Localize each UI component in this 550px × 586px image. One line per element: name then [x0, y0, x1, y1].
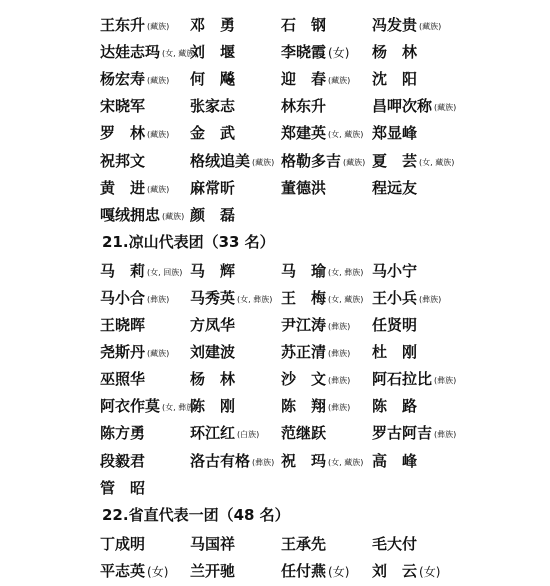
- delegate-name: 董德洪: [281, 178, 327, 197]
- delegate-name: 郑显峰: [372, 124, 418, 143]
- delegate-entry: [100, 148, 145, 175]
- delegate-note: (藏族): [419, 22, 442, 31]
- delegate-name: 马 辉: [190, 261, 236, 280]
- delegate-entry: [281, 66, 350, 94]
- delegate-name: 陈方勇: [100, 424, 146, 443]
- delegate-name: 麻常昕: [190, 178, 236, 197]
- delegate-entry: [281, 393, 350, 421]
- delegate-name: 沙 文: [281, 370, 327, 389]
- delegate-entry: [190, 66, 235, 93]
- delegate-entry: [372, 93, 456, 121]
- delegate-entry: [100, 366, 145, 393]
- delegate-name: 刘 堰: [190, 43, 236, 62]
- delegate-name: 颜 磊: [190, 205, 236, 224]
- delegate-entry: [190, 420, 259, 448]
- delegate-entry: [190, 531, 235, 558]
- delegate-entry: [100, 66, 169, 94]
- delegate-note: (女): [328, 46, 350, 61]
- delegate-name: 杨 林: [190, 370, 236, 389]
- delegate-name: 郑建英: [281, 124, 327, 143]
- delegate-name: 格绒追美: [190, 151, 251, 170]
- delegate-name: 刘建波: [190, 343, 236, 362]
- delegate-entry: [281, 285, 363, 313]
- delegate-note: (藏族): [147, 184, 170, 194]
- delegate-entry: [100, 285, 169, 313]
- delegate-name: 石 钢: [281, 16, 327, 34]
- name-row: [0, 93, 550, 120]
- delegate-name: 马 莉: [100, 261, 146, 280]
- delegate-entry: [190, 393, 235, 420]
- delegate-entry: [281, 148, 365, 176]
- section-heading: 22.省直代表一团（48 名）: [102, 505, 290, 524]
- delegate-name: 环江红: [190, 424, 236, 443]
- delegate-note: (藏族): [343, 157, 366, 167]
- delegate-note: (彝族): [328, 403, 351, 413]
- delegate-entry: [100, 93, 145, 120]
- delegate-name: 王小兵: [372, 288, 418, 307]
- delegate-name: 李晓霞: [281, 43, 327, 62]
- delegate-entry: [281, 120, 363, 148]
- delegate-note: (女, 藏族): [328, 457, 364, 467]
- delegate-entry: [281, 366, 350, 394]
- delegate-name: 杜 刚: [372, 343, 418, 362]
- delegate-name: 马小合: [100, 288, 146, 307]
- delegate-name: 马秀英: [190, 288, 236, 307]
- delegate-name: 夏 芸: [372, 151, 418, 170]
- name-row: [0, 285, 550, 312]
- delegate-entry: [372, 258, 417, 285]
- delegate-name: 昌呷次称: [372, 97, 433, 116]
- delegate-entry: [190, 339, 235, 366]
- name-row: [0, 148, 550, 175]
- delegate-note: (女): [147, 564, 169, 579]
- delegate-entry: [100, 202, 184, 230]
- delegate-name: 平志英: [100, 561, 146, 580]
- delegate-entry: [281, 312, 350, 340]
- delegate-entry: [100, 39, 197, 67]
- name-row: [0, 312, 550, 339]
- delegate-entry: [372, 12, 441, 40]
- delegate-entry: [190, 39, 235, 66]
- delegate-note: (彝族): [328, 376, 351, 386]
- delegate-entry: [372, 366, 456, 394]
- delegate-name: 宋晓军: [100, 97, 146, 116]
- delegate-entry: [100, 120, 169, 148]
- delegate-note: (女, 彝族): [237, 294, 273, 304]
- name-row: [0, 448, 550, 475]
- delegate-entry: [190, 120, 235, 147]
- name-row: [0, 66, 550, 93]
- delegate-entry: [372, 312, 417, 339]
- delegate-entry: [372, 339, 417, 366]
- delegate-name: 马 瑜: [281, 261, 327, 280]
- delegate-name: 何 飚: [190, 70, 236, 89]
- delegate-entry: [190, 558, 235, 585]
- name-row: [0, 120, 550, 147]
- name-row: [0, 339, 550, 366]
- name-row: [0, 202, 550, 229]
- delegate-entry: [190, 448, 274, 476]
- delegate-note: (藏族): [162, 211, 185, 221]
- delegate-name: 达娃志玛: [100, 43, 161, 62]
- delegate-note: (女, 藏族): [328, 294, 364, 304]
- name-row: [0, 475, 550, 502]
- delegate-entry: [100, 531, 145, 558]
- delegate-entry: [100, 393, 197, 421]
- delegate-entry: [190, 148, 274, 176]
- delegate-entry: [100, 558, 168, 586]
- delegate-name: 高 峰: [372, 451, 418, 470]
- delegate-name: 陈 翔: [281, 397, 327, 416]
- delegate-note: (女, 藏族): [328, 130, 364, 140]
- delegate-name: 尹江涛: [281, 316, 327, 334]
- name-row: [0, 12, 550, 39]
- delegate-note: (女, 回族): [147, 267, 183, 277]
- delegate-note: (彝族): [434, 376, 457, 386]
- delegate-name: 张家志: [190, 97, 236, 116]
- delegate-note: (藏族): [147, 22, 170, 31]
- delegate-note: (彝族): [434, 430, 457, 440]
- delegate-name: 巫照华: [100, 370, 146, 389]
- delegate-name: 任贤明: [372, 316, 418, 334]
- delegate-name: 格勒多吉: [281, 151, 342, 170]
- delegate-name: 范继跃: [281, 424, 327, 443]
- delegate-note: (女): [328, 564, 350, 579]
- delegate-name: 嘎绒拥忠: [100, 205, 161, 224]
- delegate-entry: [190, 258, 235, 285]
- delegate-name: 罗古阿吉: [372, 424, 433, 443]
- delegate-note: (藏族): [147, 349, 170, 359]
- delegate-name: 杨 林: [372, 43, 418, 62]
- delegate-entry: [281, 339, 350, 367]
- delegate-name: 邓 勇: [190, 16, 236, 34]
- delegate-entry: [281, 93, 326, 120]
- delegate-name: 阿衣作莫: [100, 397, 161, 416]
- delegate-name: 祝 玛: [281, 451, 327, 470]
- delegate-entry: [372, 148, 454, 176]
- name-row: [0, 39, 550, 66]
- delegate-name: 王晓晖: [100, 316, 146, 334]
- delegate-entry: [281, 420, 326, 447]
- delegate-name: 冯发贵: [372, 16, 418, 34]
- delegate-entry: [100, 12, 169, 40]
- delegate-entry: [190, 12, 235, 39]
- delegate-entry: [100, 339, 169, 367]
- delegate-note: (白族): [237, 430, 260, 440]
- delegate-name: 管 昭: [100, 478, 146, 497]
- delegate-note: (女, 彝族): [328, 267, 364, 277]
- delegate-entry: [281, 531, 326, 558]
- delegate-entry: [190, 202, 235, 229]
- delegate-name: 罗 林: [100, 124, 146, 143]
- delegate-name: 阿石拉比: [372, 370, 433, 389]
- delegate-entry: [372, 531, 417, 558]
- delegate-name: 沈 阳: [372, 70, 418, 89]
- delegate-name: 尧斯丹: [100, 343, 146, 362]
- delegate-entry: [372, 120, 417, 147]
- delegate-entry: [372, 39, 417, 66]
- delegate-entry: [190, 175, 235, 202]
- delegate-note: (彝族): [328, 322, 351, 331]
- delegate-entry: [190, 366, 235, 393]
- delegate-entry: [190, 312, 235, 339]
- delegate-entry: [100, 258, 182, 286]
- delegate-entry: [281, 448, 363, 476]
- delegate-entry: [281, 258, 363, 286]
- delegate-name: 毛大付: [372, 534, 418, 553]
- delegate-note: (藏族): [328, 76, 351, 86]
- delegate-name: 丁成明: [100, 534, 146, 553]
- delegate-note: (彝族): [252, 457, 275, 467]
- delegate-note: (藏族): [252, 157, 275, 167]
- delegate-name: 陈 路: [372, 397, 418, 416]
- delegate-entry: [281, 175, 326, 202]
- section-heading: 21.凉山代表团（33 名）: [102, 232, 275, 251]
- delegate-note: (女, 藏族): [162, 49, 198, 59]
- delegate-note: (藏族): [434, 103, 457, 113]
- delegate-entry: [372, 66, 417, 93]
- delegate-name: 祝邦文: [100, 151, 146, 170]
- delegate-name: 段毅君: [100, 451, 146, 470]
- delegate-note: (女, 彝族): [162, 403, 198, 413]
- delegate-name: 王承先: [281, 534, 327, 553]
- delegate-name: 苏正清: [281, 343, 327, 362]
- name-row: [0, 366, 550, 393]
- delegate-entry: [372, 285, 441, 313]
- delegate-name: 方凤华: [190, 316, 236, 334]
- delegate-name: 马小宁: [372, 261, 418, 280]
- delegate-name: 马国祥: [190, 534, 236, 553]
- delegate-name: 洛古有格: [190, 451, 251, 470]
- delegate-entry: [100, 175, 169, 203]
- delegate-name: 林东升: [281, 97, 327, 116]
- delegate-entry: [100, 312, 145, 339]
- delegate-name: 金 武: [190, 124, 236, 143]
- delegate-name: 程远友: [372, 178, 418, 197]
- delegate-name: 任付燕: [281, 561, 327, 580]
- delegate-name: 陈 刚: [190, 397, 236, 416]
- delegate-entry: [190, 93, 235, 120]
- delegate-entry: [372, 558, 440, 586]
- delegate-entry: [190, 285, 272, 313]
- delegate-entry: [372, 393, 417, 420]
- delegate-entry: [281, 558, 349, 586]
- name-row: [0, 175, 550, 202]
- delegate-name: 刘 云: [372, 561, 418, 580]
- delegate-name: 王东升: [100, 16, 146, 34]
- name-row: [0, 258, 550, 285]
- delegate-note: (彝族): [419, 294, 442, 304]
- delegate-entry: [281, 39, 349, 67]
- delegate-note: (藏族): [147, 76, 170, 86]
- delegate-entry: [100, 448, 145, 475]
- delegate-entry: [372, 420, 456, 448]
- name-row: [0, 420, 550, 447]
- delegate-name: 兰开驰: [190, 561, 236, 580]
- delegate-note: (藏族): [147, 130, 170, 140]
- delegate-name: 迎 春: [281, 70, 327, 89]
- delegate-entry: [372, 175, 417, 202]
- delegate-entry: [100, 420, 145, 447]
- name-row: [0, 558, 550, 585]
- delegate-name: 黄 进: [100, 178, 146, 197]
- delegate-note: (彝族): [328, 349, 351, 359]
- delegate-name: 杨宏寿: [100, 70, 146, 89]
- delegate-name: 王 梅: [281, 288, 327, 307]
- delegate-note: (女, 藏族): [419, 157, 455, 167]
- delegate-entry: [372, 448, 417, 475]
- delegate-entry: [100, 475, 145, 502]
- delegate-note: (女): [419, 564, 441, 579]
- name-row: [0, 393, 550, 420]
- delegate-note: (彝族): [147, 294, 170, 304]
- name-row: [0, 531, 550, 558]
- delegate-entry: [281, 12, 326, 39]
